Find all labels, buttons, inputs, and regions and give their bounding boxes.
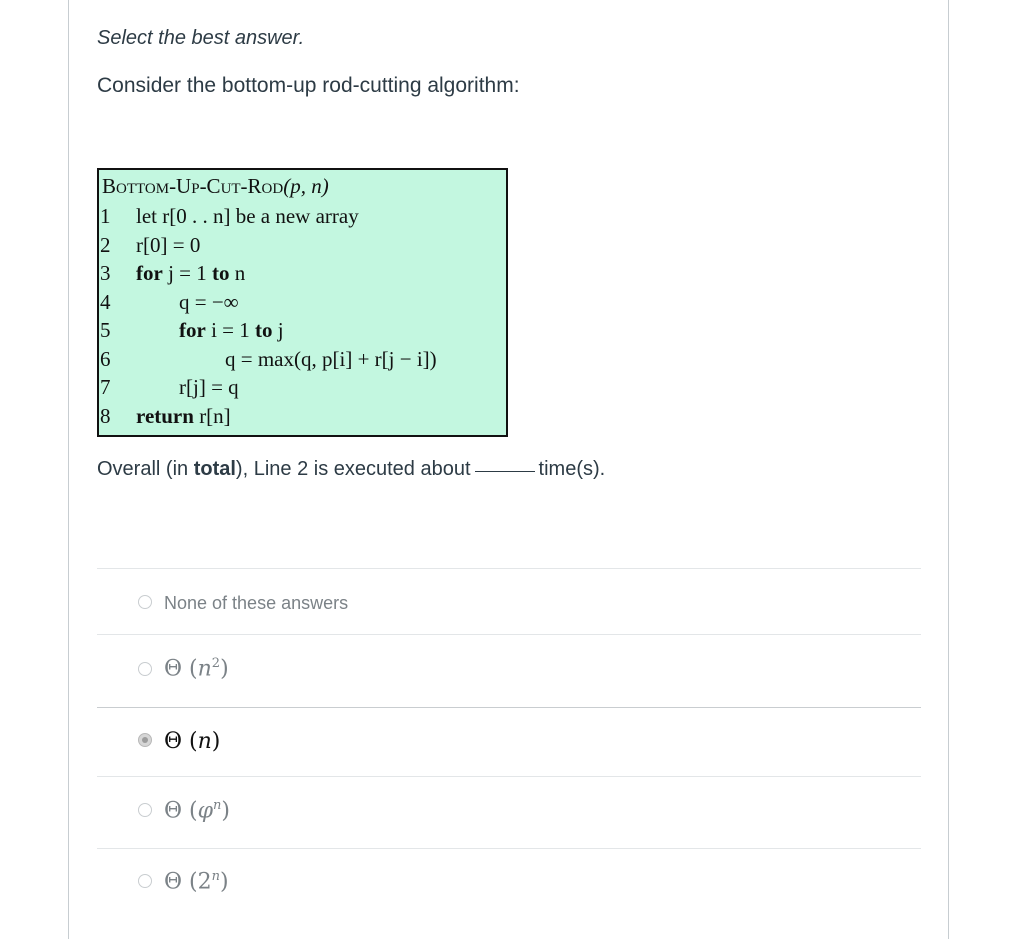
answer-option-phi-n[interactable]: [97, 777, 921, 847]
radio-button-selected[interactable]: [138, 733, 152, 747]
answer-option-none[interactable]: [97, 569, 921, 639]
right-border: [948, 0, 949, 939]
answer-label: None of these answers: [164, 593, 349, 613]
answer-label: Θ $(\varphi^n)$: [164, 798, 230, 824]
answer-blank: [475, 471, 535, 472]
answer-label: Θ $(n^2)$: [164, 656, 229, 682]
answer-label: Θ (2$^n$): [164, 869, 229, 895]
code-text: q = max(q, p[i] + r[j − i]): [225, 346, 437, 371]
bold-total: total: [193, 458, 236, 480]
line-number: 4: [100, 289, 111, 314]
code-text: for j = 1 to n: [136, 261, 246, 285]
question-intro: Consider the bottom-up rod-cutting algorithm:: [97, 74, 520, 97]
radio-button[interactable]: [138, 662, 152, 676]
radio-button[interactable]: [138, 595, 152, 609]
line-number: 6: [100, 346, 111, 371]
line-number: 7: [100, 375, 111, 399]
line-number: 1: [100, 204, 111, 228]
answer-option-n[interactable]: [97, 708, 921, 778]
code-text: q = −∞: [179, 289, 239, 314]
answer-option-n-squared[interactable]: [97, 635, 921, 705]
line-number: 2: [100, 232, 111, 257]
answer-label: Θ (n): [164, 729, 221, 754]
question-prompt: Overall (in total), Line 2 is executed about time(s).: [97, 458, 606, 480]
code-text: let r[0 . . n] be a new array: [136, 204, 359, 228]
pseudocode-box: [97, 168, 508, 437]
line-number: 8: [100, 403, 111, 428]
left-border: [68, 0, 69, 939]
radio-button[interactable]: [138, 874, 152, 888]
line-number: 5: [100, 318, 111, 342]
procedure-params: (p, n): [283, 174, 329, 198]
pseudocode-title: [102, 174, 329, 199]
code-text: return r[n]: [136, 403, 231, 428]
instruction-text: Select the best answer.: [97, 27, 305, 49]
code-text: r[0] = 0: [136, 232, 201, 257]
radio-button[interactable]: [138, 803, 152, 817]
code-text: for i = 1 to j: [179, 318, 284, 342]
code-text: r[j] = q: [179, 375, 239, 399]
answer-option-2-n[interactable]: [97, 849, 921, 919]
procedure-name: Bottom-Up-Cut-Rod: [102, 174, 284, 198]
line-number: 3: [100, 261, 111, 285]
